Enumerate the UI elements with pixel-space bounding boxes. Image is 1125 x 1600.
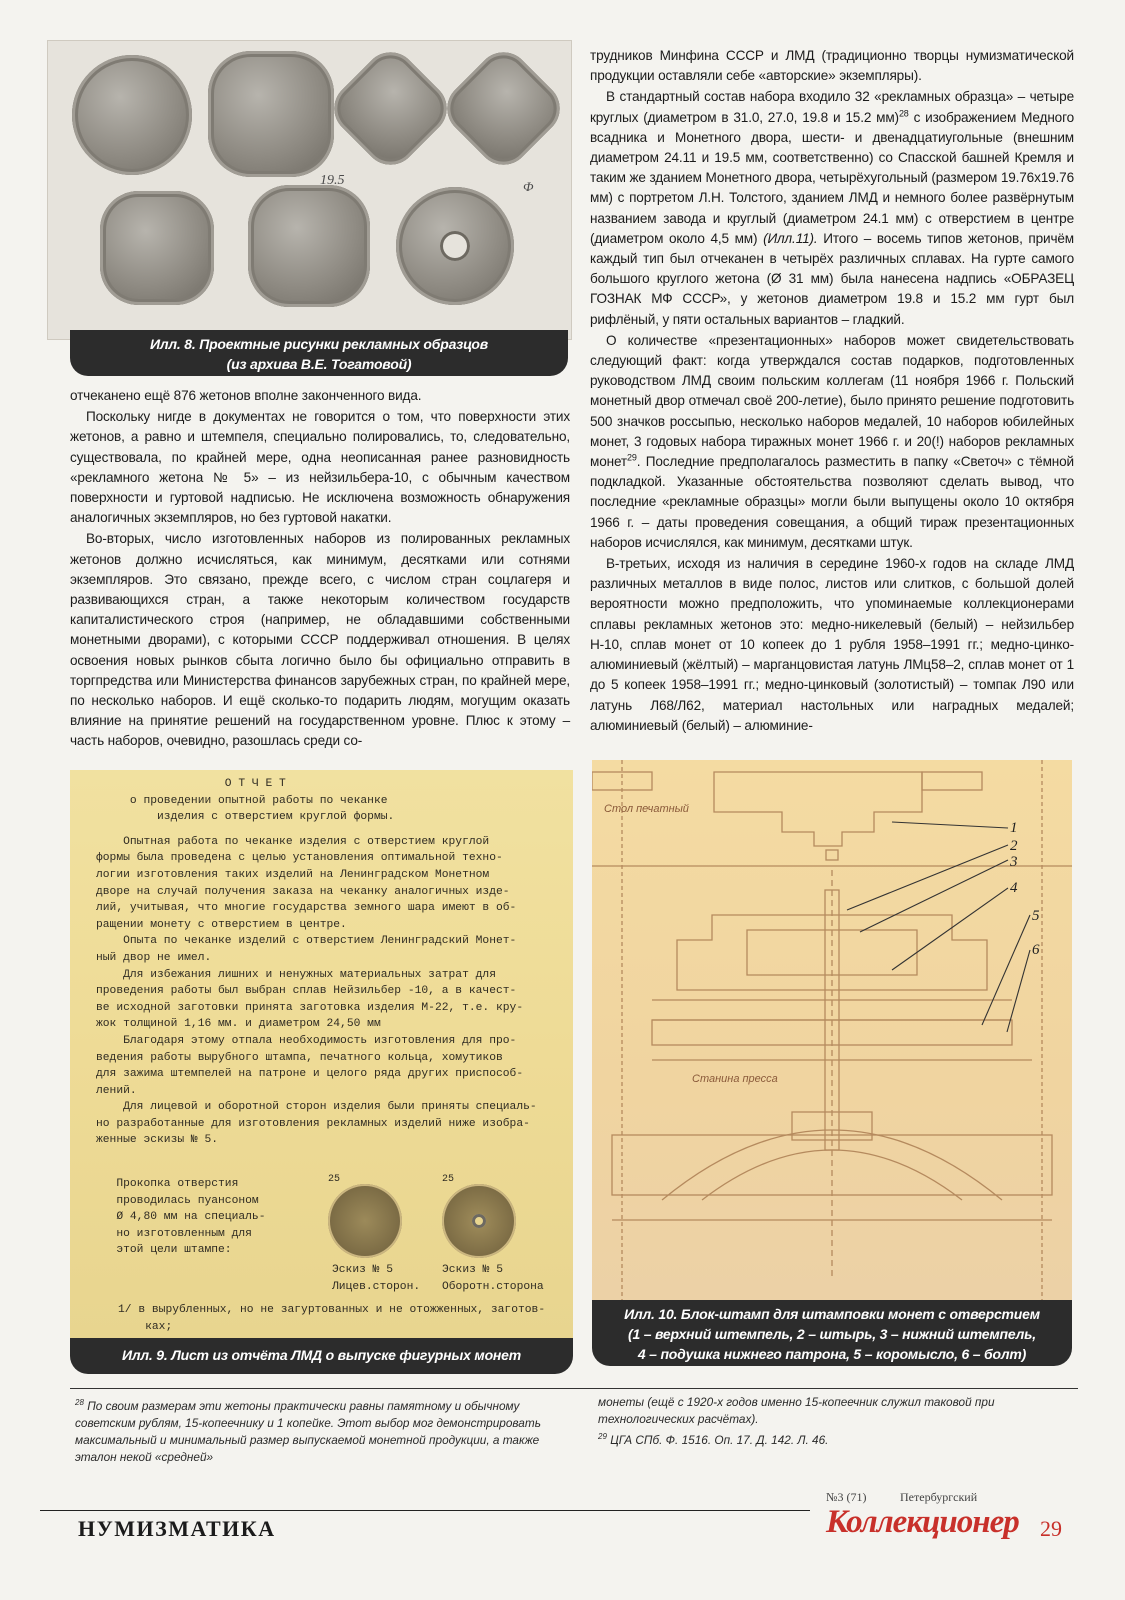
illustration-reference: (Илл.11). — [763, 230, 818, 246]
footnote-ref-29: 29 — [627, 452, 637, 463]
coin-bronze-horseman — [72, 55, 192, 175]
doc-line: О Т Ч Е Т — [96, 778, 286, 790]
doc-line: лий, учитывая, что многие государства земного шара имеют в об- — [96, 902, 517, 915]
doc-side-line: но изготовленным для — [96, 1227, 252, 1240]
figure-8-caption-line1: Илл. 8. Проектные рисунки рекламных образцов — [149, 336, 489, 352]
magazine-logo: Коллекционер — [826, 1504, 1019, 1540]
left-paragraph-2: Поскольку нигде в документах не говорится о том, что поверхности этих жетонов, а равно и штемпеля, специально полировались, то, следовательно, существовала, по крайней мере, одна неописанная ранее разновидность «рекламного жетона № 5» – из нейзильбера-10, с обычным качеством поверхности и гуртовой надписью. Не исключена возможность обнаружения аналогичных экземпляров, но без гуртовой накатки. — [70, 409, 570, 526]
document-body — [96, 776, 573, 1149]
callout-4: 4 — [1010, 880, 1018, 896]
coin-square-tolstoy — [436, 41, 570, 175]
footnote-28-cont-text: монеты (ещё с 1920-х годов именно 15-копеечник служил таковой при технологических расчётах). — [598, 1395, 995, 1426]
doc-line — [96, 826, 573, 834]
footnote-ref-28: 28 — [898, 108, 909, 119]
figure-10-drawing — [592, 760, 1072, 1300]
sketch-right-label — [442, 1262, 544, 1295]
figure-8-caption — [70, 330, 568, 376]
footnote-29-text: ЦГА СПб. Ф. 1516. Оп. 17. Д. 142. Л. 46. — [610, 1432, 829, 1447]
doc-line: Для избежания лишних и ненужных материальных затрат для — [96, 968, 496, 981]
coin-polygon-mint — [100, 191, 214, 305]
doc-line: Опыта по чеканке изделий с отверстием Ленинградский Монет- — [96, 935, 517, 948]
magazine-name-small: Петербургский — [900, 1490, 978, 1504]
footnote-29-number: 29 — [598, 1432, 607, 1441]
figure-10-caption-line2: (1 – верхний штемпель, 2 – штырь, 3 – нижний штемпель, — [628, 1326, 1036, 1342]
doc-line: проведения работы был выбран сплав Нейзильбер -10, а в качест- — [96, 985, 517, 998]
doc-side-line: этой цели штампе: — [96, 1244, 232, 1257]
left-column-text — [70, 386, 570, 753]
right-paragraph-3 — [590, 331, 1074, 553]
draw-label-table: Стол печатный — [604, 803, 689, 815]
sketch-left-label-line1: Эскиз № 5 — [332, 1264, 394, 1276]
issue-number: №3 (71) — [826, 1490, 867, 1504]
doc-footnote-line2: ках; — [118, 1320, 173, 1333]
right-p2-c: Итого – восемь типов жетонов, причём каждый тип был отчеканен в четырёх различных сплавах. На гурте самого большого круглого жетона (Ø 31 мм) была нанесена надпись «ОБРАЗЕЦ ГОЗНАК МФ СССР», у жетонов диаметром 19.8 и 15.2 мм гурт был рифлёный, у пяти остальных вариантов – гладкий. — [590, 230, 1074, 327]
sketch-obverse — [328, 1184, 402, 1258]
sketch-left-label — [332, 1262, 420, 1295]
leader-5 — [982, 915, 1030, 1025]
doc-line: формы была проведена с целью установления оптимальной техно- — [96, 852, 503, 865]
callout-5: 5 — [1032, 908, 1040, 924]
doc-line: Для лицевой и оборотной сторон изделия были приняты специаль- — [96, 1101, 537, 1114]
figure-10-caption-line1: Илл. 10. Блок-штамп для штамповки монет с отверстием — [624, 1306, 1040, 1322]
doc-line: лений. — [96, 1084, 137, 1097]
sketch-reverse — [442, 1184, 516, 1258]
doc-line: женные эскизы № 5. — [96, 1134, 219, 1147]
doc-line: Опытная работа по чеканке изделия с отверстием круглой — [96, 835, 490, 848]
footnote-28-text: По своим размерам эти жетоны практически равны памятному и обычному советским рублям, 15-копеечнику и 1 копейке. Этот выбор мог демонстрировать максимальный и минимальный размер выпускаемой монетной продукции, а также эталон некой «средней» — [75, 1398, 541, 1464]
die-block-drawing — [592, 760, 1072, 1300]
photo-handwritten-mark: Ф — [523, 179, 534, 194]
figure-8-photo — [47, 40, 572, 340]
callout-1: 1 — [1010, 820, 1018, 836]
doc-side-line: Прокопка отверстия — [96, 1178, 239, 1190]
draw-upper-die — [714, 772, 922, 846]
sketch-hole — [472, 1214, 486, 1228]
doc-line: жок толщиной 1,16 мм. и диаметром 24,50 мм — [96, 1018, 381, 1031]
draw-label-frame: Станина пресса — [692, 1073, 778, 1085]
callout-3: 3 — [1010, 854, 1018, 870]
right-p2-b: с изображением Медного всадника и Монетного двора, шести- и двенадцатиугольные (внешним диаметром 24.11 и 19.5 мм, соответственно) со Спасской башней Кремля и таким же зданием Монетного двора, четырёхугольный (размером 19.76x19.76 мм) с портретом Л.Н. Толстого, зданием ЛМД и немного более развёрнутым названием завода и круглый (диаметром 24.1 мм) с отверстием в центре (диаметром около 4,5 мм) — [590, 109, 1075, 246]
figure-9-document — [70, 770, 573, 1338]
left-paragraph-1: отчеканено ещё 876 жетонов вполне законченного вида. — [70, 388, 422, 403]
figure-9-caption-text: Илл. 9. Лист из отчёта ЛМД о выпуске фигурных монет — [121, 1347, 522, 1363]
doc-side-line: проводилась пуансоном — [96, 1194, 259, 1207]
doc-line: но разработанные для изготовления рекламных изделий ниже изобра- — [96, 1117, 530, 1130]
section-title: НУМИЗМАТИКА — [78, 1516, 276, 1541]
coin-polygon-kremlin — [248, 185, 370, 307]
callout-6: 6 — [1032, 942, 1040, 958]
doc-line: изделия с отверстием круглой формы. — [96, 811, 395, 824]
doc-line: для зажима штемпелей на патроне и целого ряда других приспособ- — [96, 1068, 524, 1081]
doc-footnote — [118, 1302, 545, 1335]
leader-2 — [847, 845, 1008, 910]
figure-10-caption-line3: 4 – подушка нижнего патрона, 5 – коромысло, 6 – болт) — [637, 1346, 1027, 1362]
photo-handwritten-note: 19.5 — [320, 173, 345, 188]
doc-line: ведения работы вырубного штампа, печатного кольца, хомутиков — [96, 1051, 503, 1064]
right-paragraph-1: трудников Минфина СССР и ЛМД (традиционно творцы нумизматической продукции оставляли себе «авторские» экземпляры). — [590, 48, 1074, 84]
figure-8-caption-line2: (из архива В.Е. Тогатовой) — [226, 356, 412, 372]
coin-square-mint-building — [323, 41, 457, 175]
footnote-28-continued — [598, 1394, 1076, 1449]
footer-rule — [40, 1510, 810, 1511]
leader-4 — [892, 888, 1008, 970]
doc-line: дворе на случай получения заказа на чеканку аналогичных изде- — [96, 885, 510, 898]
doc-side-line: Ø 4,80 мм на специаль- — [96, 1211, 266, 1224]
coin-with-hole — [396, 187, 514, 305]
footnote-28 — [75, 1394, 567, 1466]
sketch-number-left: 25 — [328, 1174, 341, 1185]
sketch-right-label-line1: Эскиз № 5 — [442, 1264, 504, 1276]
sketch-right-label-line2: Оборотн.сторона — [442, 1280, 544, 1293]
doc-line: логии изготовления таких изделий на Ленинградском Монетном — [96, 868, 490, 881]
sketch-left-label-line2: Лицев.сторон. — [332, 1280, 421, 1293]
right-p2-a: В стандартный состав набора входило 32 «рекламных образца» – четыре круглых (диаметром в 31.0, 27.0, 19.8 и 15.2 мм) — [590, 89, 1074, 125]
right-p3-b: . Последние предполагалось разместить в папку «Светоч» с тёмной подкладкой. Указанные обстоятельства позволяют сделать вывод, что последние «рекламные образцы» могли были выпущены около 10 октября 1966 г. – даты проведения совещания, а общий тираж презентационных наборов исчислялся, как минимум, десятками штук. — [590, 454, 1074, 550]
right-paragraph-4: В-третьих, исходя из наличия в середине 1960-х годов на складе ЛМД различных металлов в виде полос, листов или слитков, с большой долей вероятности можно предположить, что упоминаемые коллекционерами сплавы рекламных жетонов это: медно-никелевый (белый) – нейзильбер Н-10, сплав монет от 10 копеек до 1 рубля 1958–1991 гг.; медно-цинко-алюминиевый (жёлтый) – марганцовистая латунь ЛМц58–2, сплав монет от 1 до 5 копеек 1958–1991 гг.; медно-цинковый (золотистый) – томпак Л90 или латунь Л68/Л62, материал настольных или наградных медалей; алюминиевый (белый) – алюминие- — [590, 556, 1074, 733]
right-column-text — [590, 46, 1074, 737]
page-number: 29 — [1040, 1516, 1062, 1541]
sketch-number-right: 25 — [442, 1174, 455, 1185]
footnote-28-number: 28 — [75, 1398, 84, 1407]
doc-line: ный двор не имел. — [96, 951, 212, 964]
footnote-rule — [70, 1388, 1078, 1389]
draw-part — [922, 772, 982, 790]
right-paragraph-2 — [590, 87, 1074, 329]
left-paragraph-3: Во-вторых, число изготовленных наборов из полированных рекламных жетонов должно исчисляться, как минимум, десятками или сотнями экземпляров. Это связано, прежде всего, с числом стран соцлагеря и развивающихся стран, а также некоторым количеством государств капиталистического строя (например, не обладавшими собственными монетными дворами), с которыми СССР поддерживал отношения. В целях освоения новых рынков сбыта логично было бы официально отправить в торгпредства или Министерства финансов зарубежных стран, по крайней мере, по несколько наборов. И ещё сколько-то подарить людям, могущим оказать влияние на принятие решений на государственном уровне. Плюс к этому – часть наборов, очевидно, разошлась среди со- — [70, 531, 570, 749]
callout-2: 2 — [1010, 838, 1018, 854]
doc-footnote-line1: 1/ в вырубленных, но не загуртованных и не отожженных, заготов- — [118, 1304, 546, 1316]
coin-hole — [440, 231, 470, 261]
figure-10-caption — [592, 1300, 1072, 1366]
doc-line: ве исходной заготовки принята заготовка изделия М-22, т.е. кру- — [96, 1001, 524, 1014]
figure-9-caption — [70, 1338, 573, 1374]
right-p3-a: О количестве «презентационных» наборов может свидетельствовать следующий факт: когда утверждался состав подарков, подготовленных руководством ЛМД своим польским коллегам (11 ноября 1966 г. Польский монетный двор отмечал своё 200-летие), было принято решение подготовить 500 значков россыпью, несколько наборов медалей, 10 наборов юбилейных монет, 3 годовых набора тиражных монет 1966 г. и 20(!) наборов рекламных монет — [590, 332, 1074, 470]
leader-6 — [1007, 950, 1030, 1032]
leader-1 — [892, 822, 1008, 828]
draw-slot — [826, 850, 838, 860]
doc-line: о проведении опытной работы по чеканке — [96, 794, 388, 807]
doc-side-note — [96, 1176, 265, 1259]
doc-line: Благодаря этому отпала необходимость изготовления для про- — [96, 1034, 517, 1047]
coin-mint-yard — [208, 51, 334, 177]
doc-line: ращении монету с отверстием в центре. — [96, 918, 347, 931]
